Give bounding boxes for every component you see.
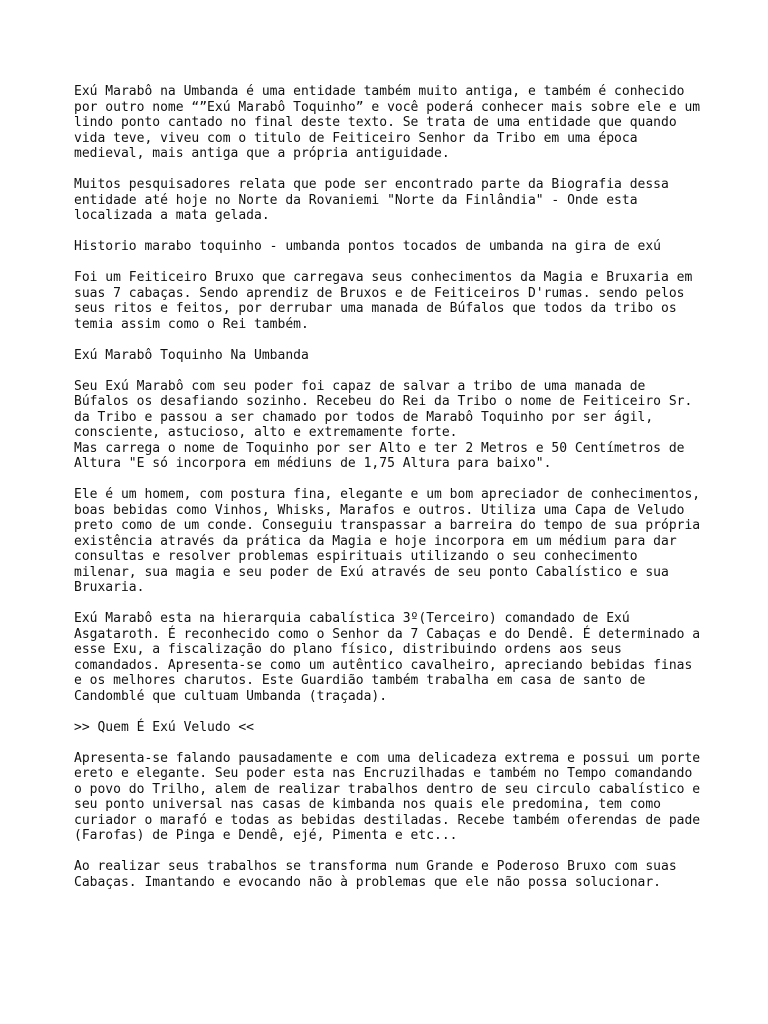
paragraph-researchers: Muitos pesquisadores relata que pode ser encontrado parte da Biografia dessa entidade até hoje no Norte da Rovaniemi "Norte da Finlândia" - Onde esta localizada a mata gelada. [74,177,669,223]
paragraph-salvar-tribo: Seu Exú Marabô com seu poder foi capaz de salvar a tribo de uma manada de Búfalos os desafiando sozinho. Recebeu do Rei da Tribo o nome de Feiticeiro Sr. da Tribo e passou a ser chamado por todos de Marabô Toquinho por ser ágil, consciente, astucioso, alto e extremamente forte. Mas carrega o nome de Toquinho por ser Alto e ter 2 Metros e 50 Centímetros de Altura "E só incorpora em médiuns de 1,75 Altura para baixo". [74,378,693,471]
document-page [74,84,714,906]
paragraph-postura: Ele é um homem, com postura fina, elegante e um bom apreciador de conhecimentos, boas bebidas como Vinhos, Whisks, Marafos e outros. Utiliza uma Capa de Veludo preto como de um conde. Conseguiu transpassar a barreira do tempo de sua própria existência através da prática da Magia e hoje incorpora em um médium para dar consultas e resolver problemas espirituais utilizando o seu conhecimento milenar, sua magia e seu poder de Exú através de seu ponto Cabalístico e sua Bruxaria. [74,487,701,595]
paragraph-apresenta: Apresenta-se falando pausadamente e com uma delicadeza extrema e possui um porte ereto e elegante. Seu poder esta nas Encruzilhadas e também no Tempo comandando o povo do Trilho, alem de realizar trabalhos dentro de seu circulo cabalístico e seu ponto universal nas casas de kimbanda nos quais ele predomina, tem como curiador o marafó e todas as bebidas destiladas. Recebe também oferendas de pade (Farofas) de Pinga e Dendê, ejé, Pimenta e etc... [74,750,701,843]
paragraph-hierarquia: Exú Marabô esta na hierarquia cabalística 3º(Terceiro) comandado de Exú Asgataroth. É reconhecido como o Senhor da 7 Cabaças e do Dendê. É determinado a esse Exu, a fiscalização do plano físico, distribuindo ordens aos seus comandados. Apresenta-se como um autêntico cavalheiro, apreciando bebidas finas e os melhores charutos. Este Guardião também trabalha em casa de santo de Candomblé que cultuam Umbanda (traçada). [74,611,701,704]
section-heading-veludo: >> Quem É Exú Veludo << [74,719,255,735]
paragraph-intro: Exú Marabô na Umbanda é uma entidade também muito antiga, e também é conhecido por outro nome “”Exú Marabô Toquinho” e você poderá conhecer mais sobre ele e um lindo ponto cantado no final deste texto. Se trata de uma entidade que quando vida teve, viveu com o titulo de Feiticeiro Senhor da Tribo em uma época medieval, mais antiga que a própria antiguidade. [74,84,701,161]
section-heading-historio: Historio marabo toquinho - umbanda pontos tocados de umbanda na gira de exú [74,239,661,254]
paragraph-trabalhos: Ao realizar seus trabalhos se transforma num Grande e Poderoso Bruxo com suas Cabaças. Imantando e evocando não à problemas que ele não possa solucionar. [74,859,677,890]
paragraph-feiticeiro: Foi um Feiticeiro Bruxo que carregava seus conhecimentos da Magia e Bruxaria em suas 7 cabaças. Sendo aprendiz de Bruxos e de Feiticeiros D'rumas. sendo pelos seus ritos e feitos, por derrubar uma manada de Búfalos que todos da tribo os temia assim como o Rei também. [74,270,693,332]
section-heading-toquinho: Exú Marabô Toquinho Na Umbanda [74,347,309,363]
